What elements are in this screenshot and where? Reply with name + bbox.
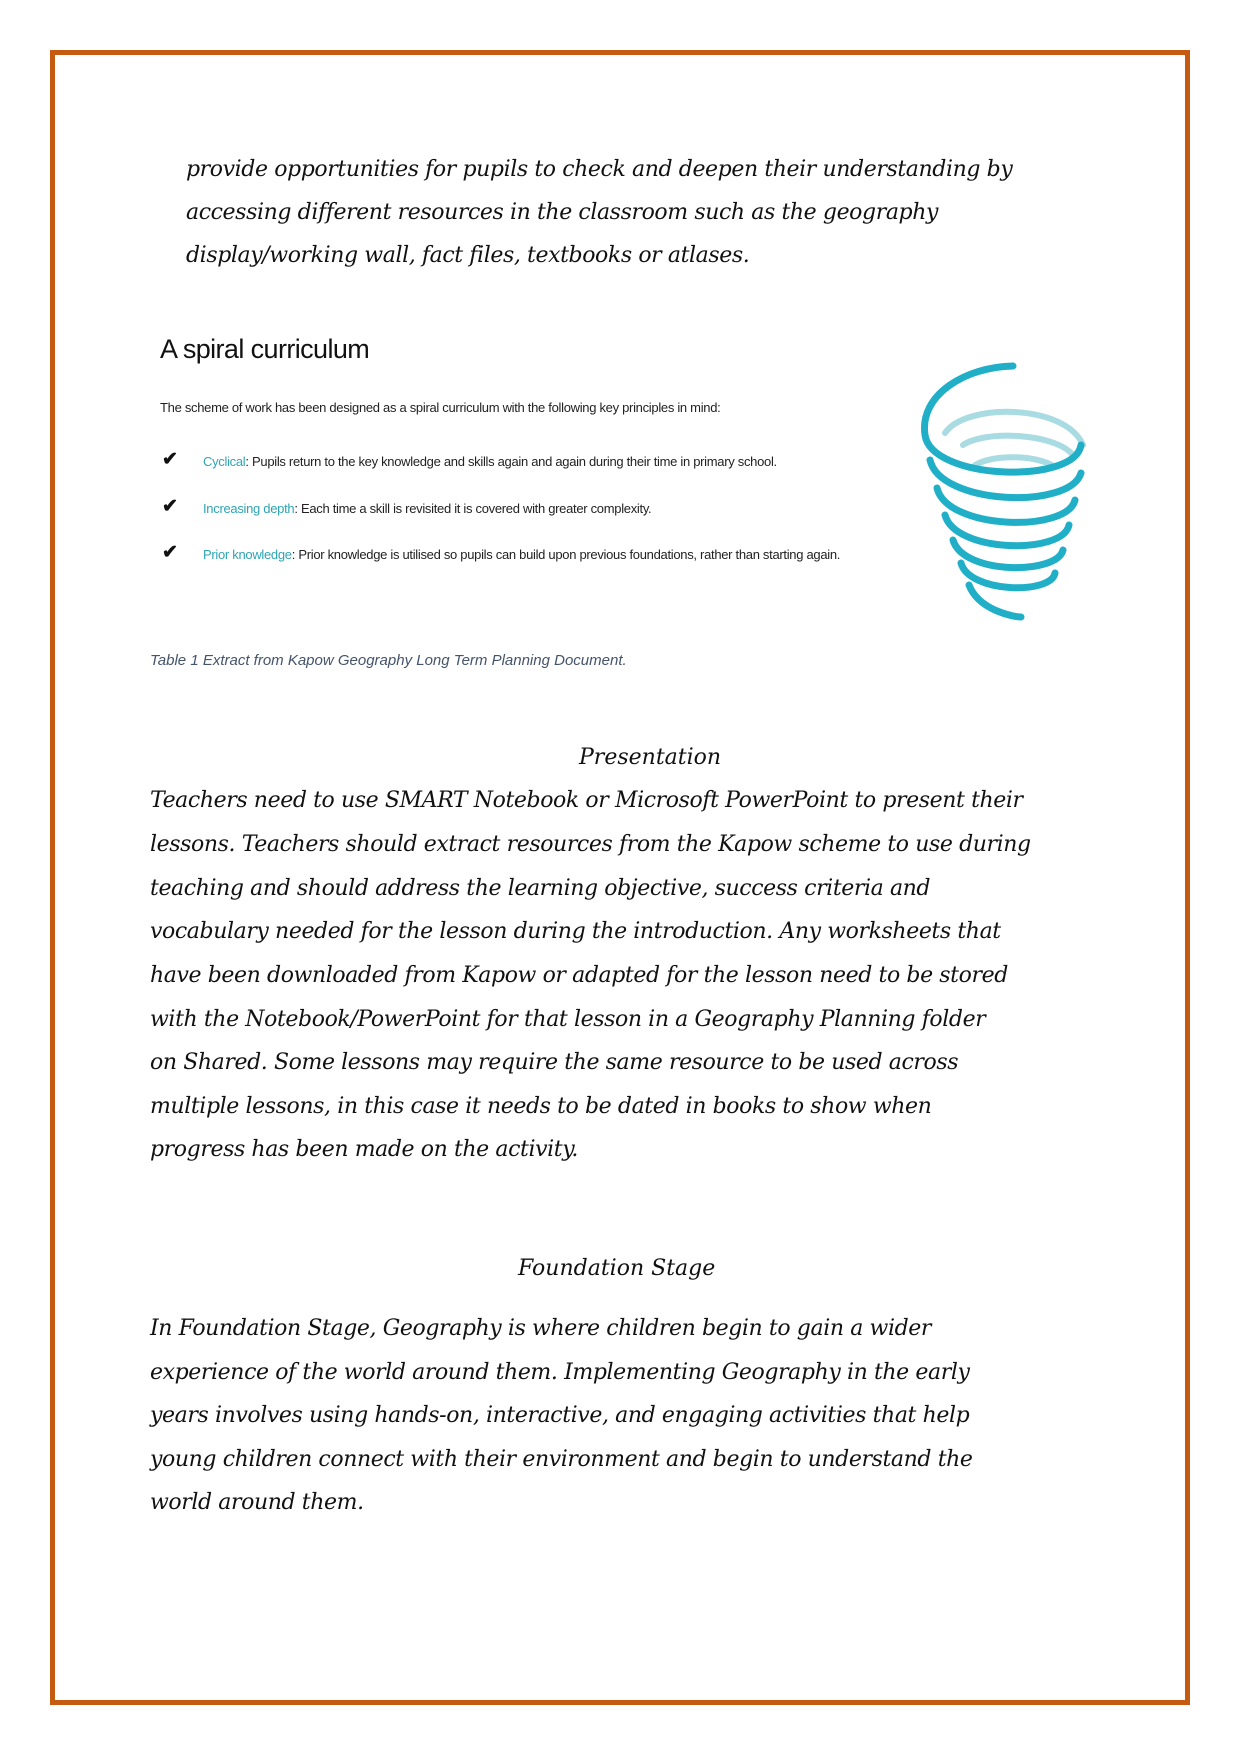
paragraph-line: multiple lessons, in this case it needs to be dated in books to show when — [150, 1094, 932, 1119]
table-caption: Table 1 Extract from Kapow Geography Long Term Planning Document. — [150, 652, 627, 669]
spiral-icon — [905, 355, 1095, 625]
paragraph-line: young children connect with their environment and begin to understand the — [150, 1447, 973, 1472]
extract-title: A spiral curriculum — [160, 334, 370, 364]
paragraph-line: provide opportunities for pupils to check and deepen their understanding by — [186, 157, 1013, 182]
check-icon: ✔ — [162, 496, 178, 517]
paragraph-line: vocabulary needed for the lesson during the introduction. Any worksheets that — [150, 919, 1001, 944]
paragraph-line: display/working wall, fact files, textbooks or atlases. — [186, 243, 750, 268]
foundation-heading: Foundation Stage — [518, 1256, 716, 1281]
paragraph-line: have been downloaded from Kapow or adapted for the lesson need to be stored — [150, 963, 1008, 988]
principle-text: : Each time a skill is revisited it is covered with greater complexity. — [294, 501, 652, 516]
paragraph-line: years involves using hands-on, interactive, and engaging activities that help — [150, 1403, 970, 1428]
paragraph-line: teaching and should address the learning objective, success criteria and — [150, 876, 931, 901]
paragraph-line: world around them. — [150, 1490, 364, 1515]
principle-label: Prior knowledge — [203, 547, 292, 562]
principle-label: Cyclical — [203, 454, 246, 469]
presentation-heading: Presentation — [579, 745, 722, 770]
paragraph-line: with the Notebook/PowerPoint for that lesson in a Geography Planning folder — [150, 1007, 986, 1032]
paragraph-line: progress has been made on the activity. — [150, 1137, 578, 1162]
paragraph-line: lessons. Teachers should extract resources from the Kapow scheme to use during — [150, 832, 1031, 857]
principle-label: Increasing depth — [203, 501, 295, 516]
paragraph-line: experience of the world around them. Implementing Geography in the early — [150, 1360, 970, 1385]
paragraph-line: accessing different resources in the classroom such as the geography — [186, 200, 939, 225]
paragraph-line: on Shared. Some lessons may require the same resource to be used across — [150, 1050, 959, 1075]
paragraph-line: Teachers need to use SMART Notebook or Microsoft PowerPoint to present their — [150, 788, 1023, 813]
paragraph-line: In Foundation Stage, Geography is where children begin to gain a wider — [150, 1316, 931, 1341]
principle-text: : Prior knowledge is utilised so pupils can build upon previous foundations, rather than starting again. — [291, 547, 841, 562]
check-icon: ✔ — [162, 449, 178, 470]
check-icon: ✔ — [162, 542, 178, 563]
extract-intro: The scheme of work has been designed as a spiral curriculum with the following key principles in mind: — [160, 400, 721, 415]
principle-text: : Pupils return to the key knowledge and skills again and again during their time in primary school. — [245, 454, 777, 469]
